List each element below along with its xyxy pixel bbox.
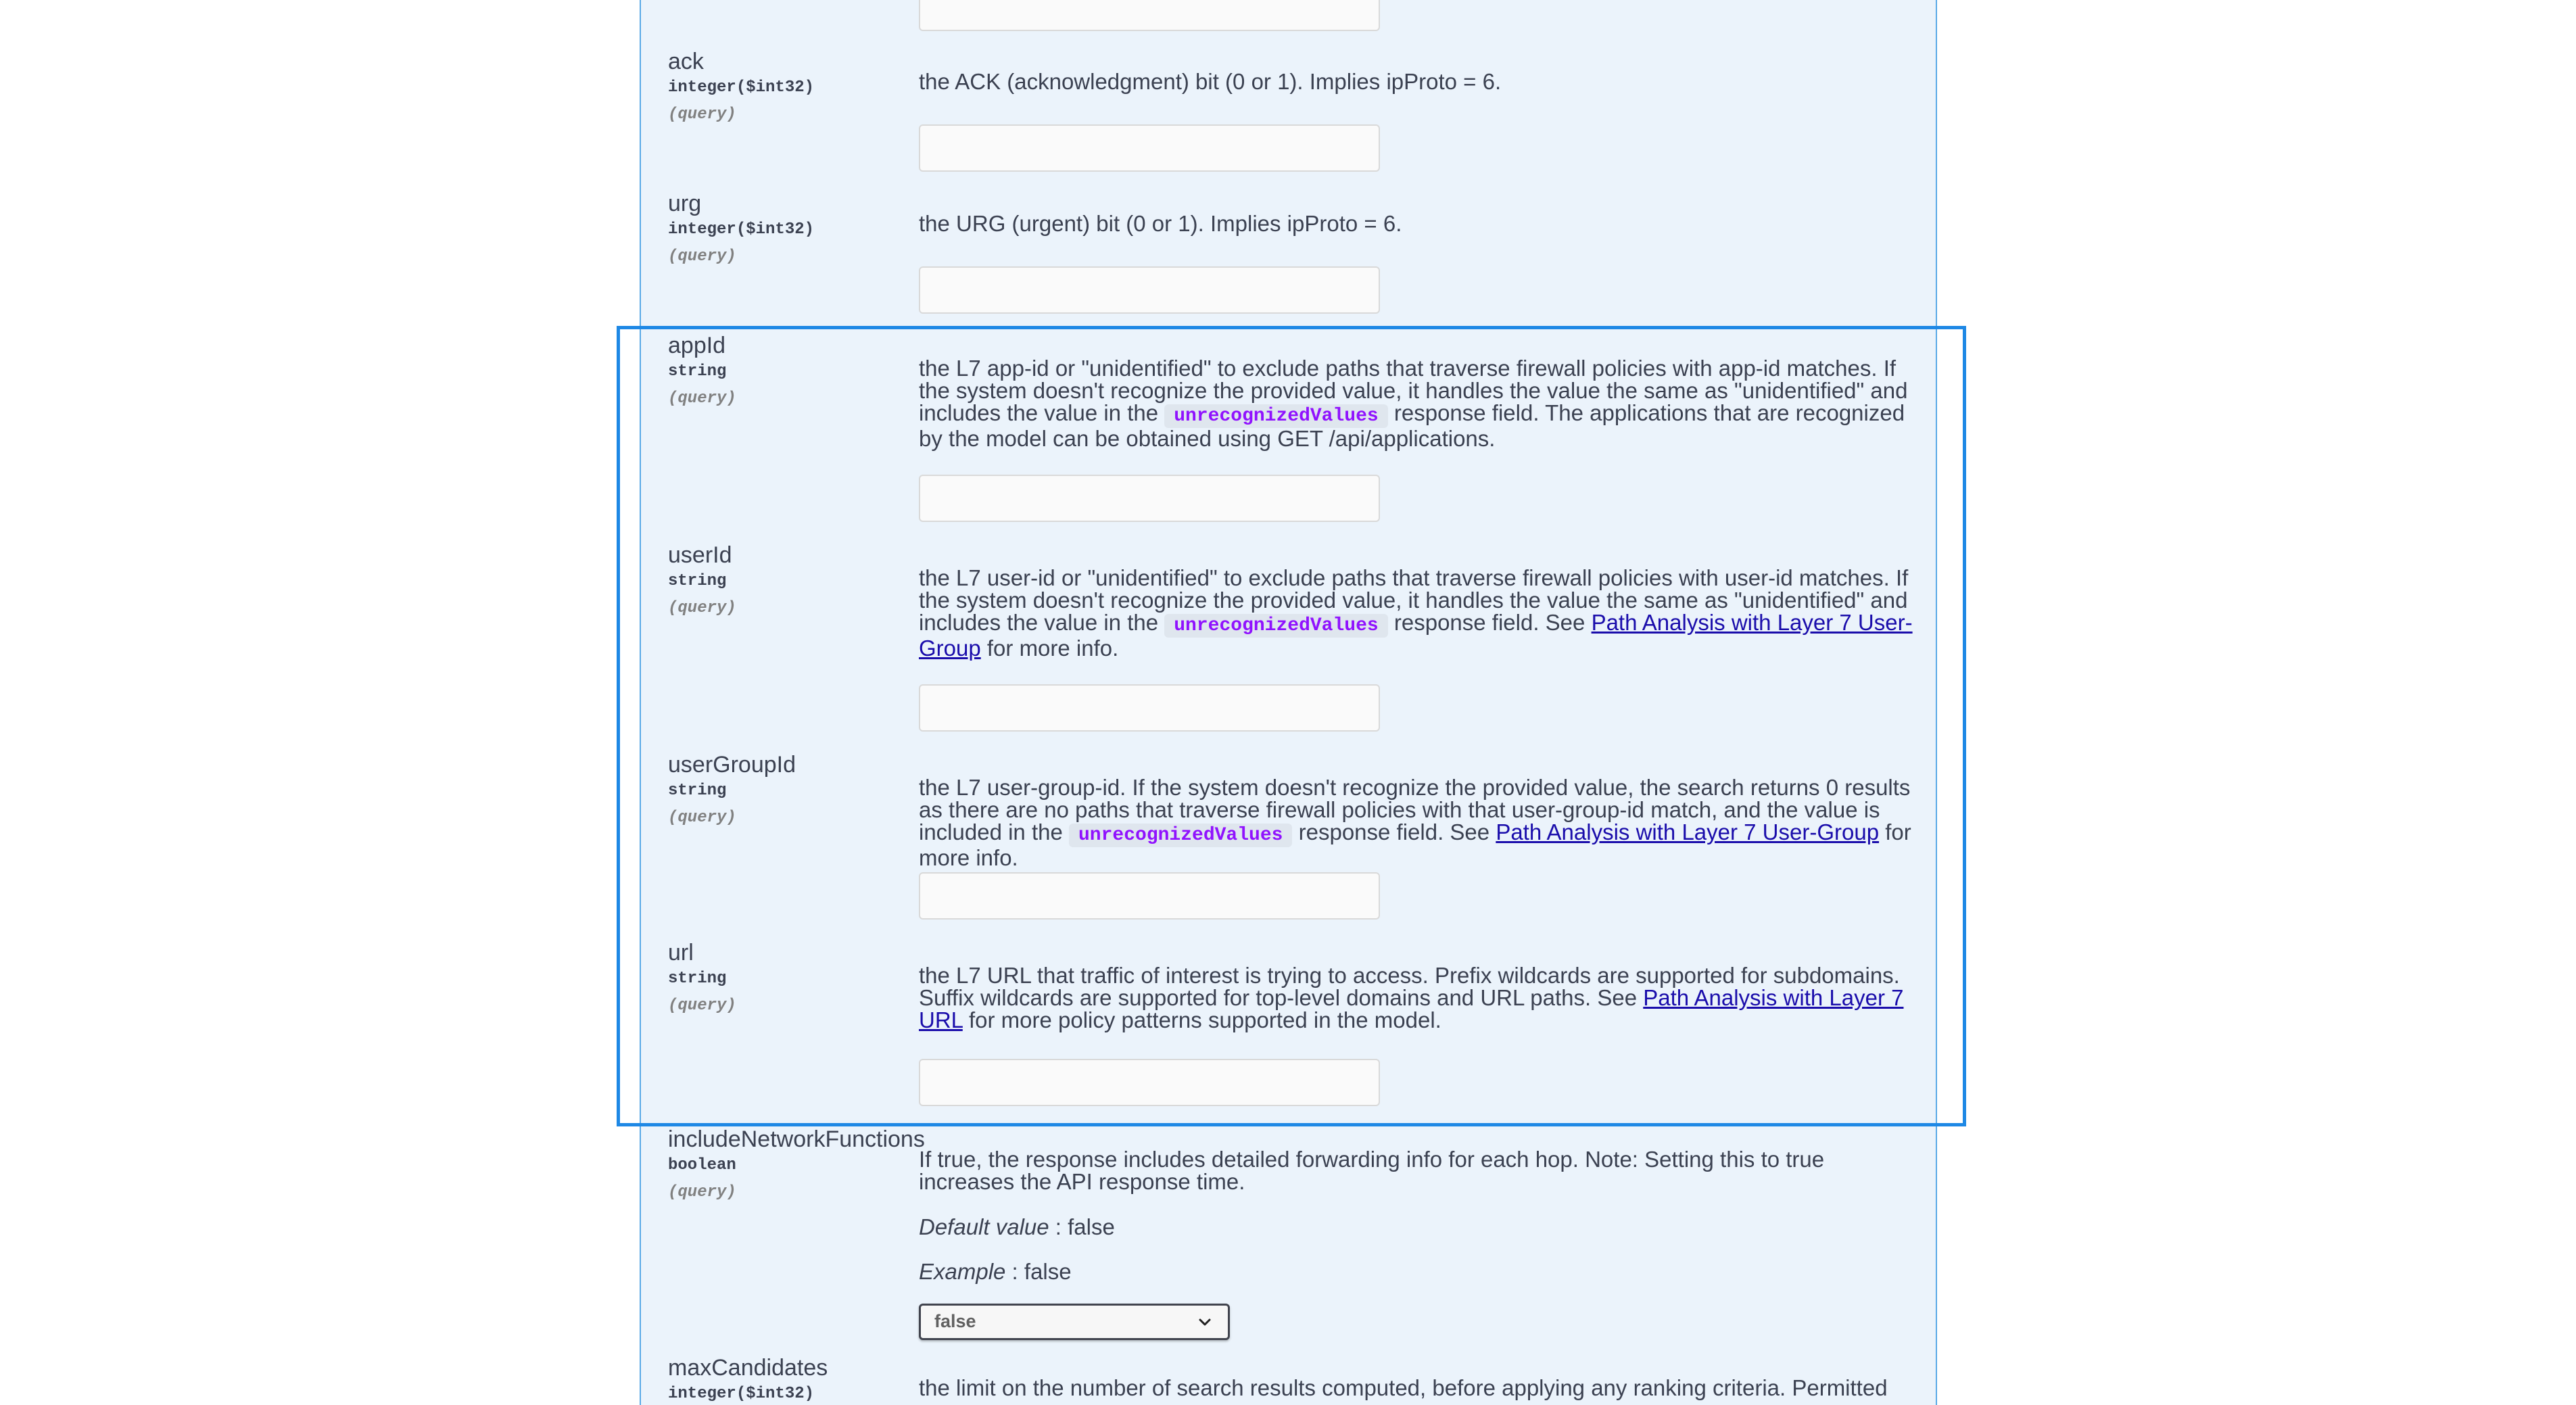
desc-text: response field. See — [1393, 610, 1585, 635]
param-location: (query) — [668, 105, 736, 124]
previous-param-input[interactable] — [919, 0, 1380, 31]
param-description: the limit on the number of search results computed, before applying any ranking criteria. Permitted — [919, 1375, 1888, 1400]
param-description — [919, 567, 1913, 659]
select-value: false — [934, 1311, 976, 1331]
code-snippet: unrecognizedValues — [1164, 614, 1387, 638]
desc-text: the L7 URL that traffic of interest is trying to access. Prefix wildcards are supported for subdomains. Suffix wildcards are supported for top-level domains and URL paths. See — [919, 963, 1900, 1010]
param-description: the ACK (acknowledgment) bit (0 or 1). Implies ipProto = 6. — [919, 69, 1502, 94]
param-name: includeNetworkFunctions — [668, 1126, 925, 1152]
desc-text: for more info. — [986, 636, 1119, 661]
desc-text: the L7 app-id or "unidentified" to exclude paths that traverse firewall policies with app-id matches. If the system doesn't recognize the provided value, it handles the value the same as "unidentified" and includes the value in the — [919, 356, 1908, 425]
desc-text: response field. See — [1298, 819, 1490, 844]
appId-input[interactable] — [919, 475, 1380, 522]
param-type: integer($int32) — [668, 220, 815, 239]
userGroupId-input[interactable] — [919, 872, 1380, 920]
chevron-down-icon — [1197, 1314, 1213, 1330]
param-type: integer($int32) — [668, 1385, 815, 1403]
code-snippet: unrecognizedValues — [1164, 404, 1387, 428]
param-type: string — [668, 572, 727, 590]
default-label: Default value — [919, 1214, 1049, 1239]
desc-text: the L7 user-id or "unidentified" to exclude paths that traverse firewall policies with user-id matches. If the system doesn't recognize the provided value, it handles the value the same as "unidentified" and includes the value in the — [919, 565, 1909, 635]
param-description: If true, the response includes detailed forwarding info for each hop. Note: Setting this to true increases the API response time. — [919, 1147, 1825, 1194]
default-value — [919, 1214, 1115, 1240]
param-name: ack — [668, 49, 704, 74]
example-value — [919, 1259, 1072, 1285]
param-description — [919, 964, 1913, 1031]
param-type: integer($int32) — [668, 78, 815, 97]
userId-input[interactable] — [919, 684, 1380, 732]
param-name: url — [668, 940, 694, 966]
param-name: appId — [668, 333, 726, 358]
param-description: the URG (urgent) bit (0 or 1). Implies ipProto = 6. — [919, 211, 1402, 236]
param-type: boolean — [668, 1156, 736, 1174]
param-location: (query) — [668, 247, 736, 266]
parameters-panel — [640, 0, 1937, 1405]
example-label: Example — [919, 1259, 1006, 1284]
param-description — [919, 776, 1913, 869]
url-input[interactable] — [919, 1059, 1380, 1106]
param-description — [919, 357, 1913, 450]
param-location: (query) — [668, 389, 736, 408]
param-name: userId — [668, 542, 732, 568]
param-name: userGroupId — [668, 752, 796, 778]
desc-text: for more policy patterns supported in the model. — [968, 1007, 1441, 1032]
param-location: (query) — [668, 809, 736, 827]
code-snippet: unrecognizedValues — [1069, 824, 1292, 847]
includeNetworkFunctions-select[interactable] — [919, 1304, 1230, 1340]
param-type: string — [668, 970, 727, 988]
param-location: (query) — [668, 599, 736, 617]
param-location: (query) — [668, 997, 736, 1015]
doc-link-url[interactable]: Path Analysis with Layer 7 URL — [919, 985, 1904, 1032]
param-name: urg — [668, 191, 702, 216]
desc-text: the L7 user-group-id. If the system doesn't recognize the provided value, the search returns 0 results as there are no paths that traverse firewall policies with that user-group-id match, and the value is included in the — [919, 775, 1911, 844]
urg-input[interactable] — [919, 266, 1380, 314]
ack-input[interactable] — [919, 124, 1380, 172]
doc-link-user-group[interactable]: Path Analysis with Layer 7 User-Group — [1496, 819, 1880, 844]
example-text: : false — [1005, 1259, 1072, 1284]
doc-link-user-group[interactable]: Path Analysis with Layer 7 User-Group — [919, 610, 1913, 661]
desc-text: response field. The applications that are recognized by the model can be obtained using GET /api/applications. — [919, 400, 1905, 451]
param-name: maxCandidates — [668, 1355, 828, 1381]
param-location: (query) — [668, 1183, 736, 1201]
default-text: : false — [1049, 1214, 1115, 1239]
param-type: string — [668, 782, 727, 800]
param-type: string — [668, 362, 727, 381]
desc-text: for more info. — [919, 819, 1911, 870]
